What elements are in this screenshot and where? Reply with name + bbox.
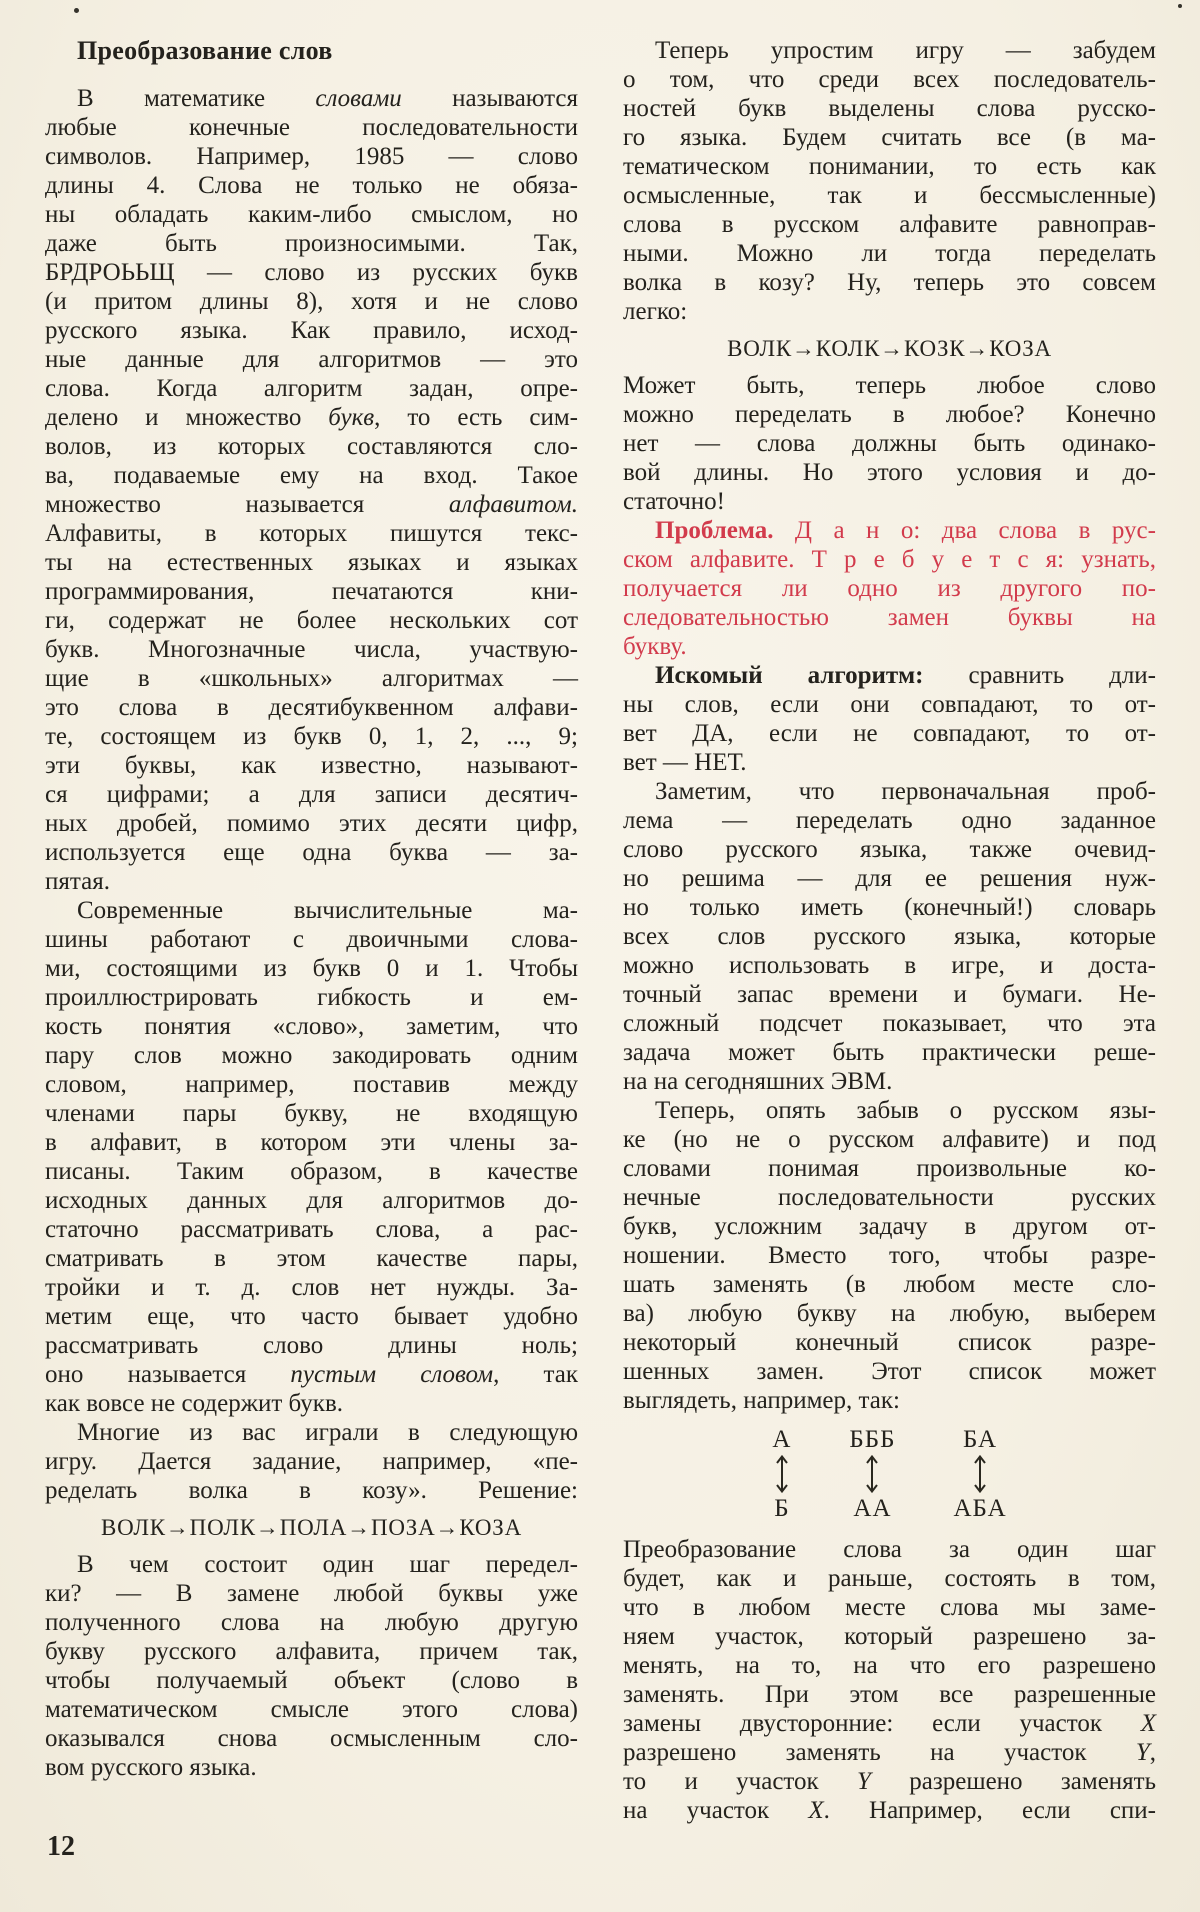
plain-text: ми, состоящими из букв 0 и 1. Чтобы — [45, 955, 578, 982]
text-line — [45, 1302, 578, 1331]
text-line — [623, 371, 1156, 400]
plain-text: даже быть произносимыми. Так, — [45, 230, 578, 257]
text-line — [623, 1680, 1156, 1709]
text-line — [623, 268, 1156, 297]
text-line — [623, 1038, 1156, 1067]
text-line — [623, 400, 1156, 429]
paragraph — [623, 371, 1156, 516]
plain-text: разрешено заменять на участок — [623, 1739, 1136, 1766]
paragraph — [623, 1535, 1156, 1825]
plain-text: оно называется — [45, 1361, 291, 1388]
text-line — [45, 229, 578, 258]
text-line — [45, 84, 578, 113]
text-line — [45, 1041, 578, 1070]
text-line — [45, 316, 578, 345]
text-line — [623, 65, 1156, 94]
plain-text: букв. Многозначные числа, участвую- — [45, 636, 578, 663]
text-line — [623, 1386, 1156, 1415]
text-line — [623, 1009, 1156, 1038]
text-line — [45, 1244, 578, 1273]
text-line — [45, 1753, 578, 1782]
plain-text: в алфавит, в котором эти члены за- — [45, 1129, 578, 1156]
double-arrow-icon — [865, 1455, 879, 1493]
plain-text: то и участок — [623, 1768, 858, 1795]
plain-text: будет, как и раньше, состоять в том, — [623, 1565, 1156, 1592]
section-heading: Преобразование слов — [77, 36, 333, 65]
plain-text: можно переделать в любое? Конечно — [623, 401, 1156, 428]
text-line — [623, 1299, 1156, 1328]
text-line — [623, 1738, 1156, 1767]
text-line — [45, 838, 578, 867]
plain-text: оказывался снова осмысленным сло- — [45, 1725, 578, 1752]
plain-text: слова. Когда алгоритм задан, опре- — [45, 375, 578, 402]
text-line — [45, 200, 578, 229]
text-line — [45, 983, 578, 1012]
text-line — [45, 1273, 578, 1302]
plain-text: ных дробей, помимо этих десяти цифр, — [45, 810, 578, 837]
plain-text: точный запас времени и бумаги. Не- — [623, 981, 1156, 1008]
text-line — [623, 1709, 1156, 1738]
text-line — [45, 1360, 578, 1389]
text-line — [45, 867, 578, 896]
plain-text: ся цифрами; а для записи десятич- — [45, 781, 578, 808]
styled-text-redb: Проблема. — [655, 517, 795, 544]
text-line — [45, 1608, 578, 1637]
plain-text: называются — [401, 85, 578, 112]
text-line — [623, 1096, 1156, 1125]
text-line — [45, 896, 578, 925]
plain-text: статочно рассматривать слова, а рас- — [45, 1216, 578, 1243]
styled-text-b: Искомый алгоритм: — [655, 662, 924, 689]
plain-text: длины 4. Слова не только не обяза- — [45, 172, 578, 199]
plain-text: Алфавиты, в которых пишутся текс- — [45, 520, 578, 547]
text-line — [45, 113, 578, 142]
plain-text: сматривать в этом качестве пары, — [45, 1245, 578, 1272]
plain-text: осмысленные, так и бессмысленные) — [623, 182, 1156, 209]
plain-text: слова в русском алфавите равноправ- — [623, 211, 1156, 238]
plain-text: игру. Дается задание, например, «пе- — [45, 1448, 578, 1475]
plain-text: эти буквы, как известно, называют- — [45, 752, 578, 779]
styled-text-it: Y — [1135, 1739, 1150, 1766]
text-line — [623, 487, 1156, 516]
plain-text: используется еще одна буква — за- — [45, 839, 578, 866]
text-line — [623, 603, 1156, 632]
plain-text: ношении. Вместо того, чтобы разре- — [623, 1242, 1156, 1269]
text-line — [623, 210, 1156, 239]
text-line — [45, 461, 578, 490]
text-line — [623, 806, 1156, 835]
rule-pair — [772, 1425, 791, 1523]
plain-text: шины работают с двоичными слова- — [45, 926, 578, 953]
styled-text-red: ском алфавите. Т р е б у е т с я: узнать, — [623, 546, 1156, 573]
text-line — [45, 171, 578, 200]
plain-text: метим еще, что часто бывает удобно — [45, 1303, 578, 1330]
text-line — [623, 429, 1156, 458]
plain-text: заменять. При этом все разрешенные — [623, 1681, 1156, 1708]
plain-text: Многие из вас играли в следующую — [77, 1419, 578, 1446]
plain-text: ва, подаваемые ему на вход. Такое — [45, 462, 578, 489]
rule-bottom-word: АА — [853, 1495, 892, 1522]
text-line — [45, 577, 578, 606]
plain-text: рассматривать слово длины ноль; — [45, 1332, 578, 1359]
text-line — [623, 152, 1156, 181]
plain-text: нет — слова должны быть одинако- — [623, 430, 1156, 457]
text-line — [623, 545, 1156, 574]
rule-bottom-word: Б — [774, 1495, 790, 1522]
plain-text: няем участок, который разрешено за- — [623, 1623, 1156, 1650]
plain-text: русского языка. Как правило, исход- — [45, 317, 578, 344]
plain-text: Заметим, что первоначальная проб- — [655, 778, 1156, 805]
plain-text: ными. Можно ли тогда переделать — [623, 240, 1156, 267]
rule-top-word: А — [772, 1426, 792, 1453]
plain-text: ностей букв выделены слова русско- — [623, 95, 1156, 122]
text-line — [45, 548, 578, 577]
plain-text: словами понимая произвольные ко- — [623, 1155, 1156, 1182]
print-speck — [74, 8, 79, 13]
text-line — [45, 1215, 578, 1244]
text-line — [623, 1535, 1156, 1564]
text-line — [45, 1418, 578, 1447]
text-line — [623, 297, 1156, 326]
text-line — [45, 693, 578, 722]
plain-text: математическом смысле этого слова) — [45, 1696, 578, 1723]
text-line — [623, 1564, 1156, 1593]
plain-text: что в любом месте слова мы заме- — [623, 1594, 1156, 1621]
text-line — [45, 809, 578, 838]
text-line — [623, 574, 1156, 603]
styled-text-it: букв — [328, 404, 375, 431]
rule-bottom-word: АБА — [953, 1495, 1007, 1522]
text-line — [45, 925, 578, 954]
text-line — [45, 1579, 578, 1608]
plain-text: как вовсе не содержит букв. — [45, 1390, 344, 1417]
plain-text: ределать волка в козу». Решение: — [45, 1477, 578, 1504]
left-column — [45, 36, 578, 1782]
plain-text: сравнить дли- — [923, 662, 1156, 689]
word-chain-formula: ВОЛК→ПОЛК→ПОЛА→ПОЗА→КОЗА — [100, 1515, 523, 1540]
text-line — [623, 1241, 1156, 1270]
plain-text: исходных данных для алгоритмов до- — [45, 1187, 578, 1214]
text-line — [623, 864, 1156, 893]
plain-text: пятая. — [45, 868, 110, 895]
text-line — [623, 777, 1156, 806]
plain-text: задача может быть практически реше- — [623, 1039, 1156, 1066]
plain-text: вет — НЕТ. — [623, 749, 747, 776]
text-line — [45, 1447, 578, 1476]
plain-text: лема — переделать одно заданное — [623, 807, 1156, 834]
plain-text: любые конечные последовательности — [45, 114, 578, 141]
plain-text: ные данные для алгоритмов — это — [45, 346, 578, 373]
plain-text: Преобразование слова за один шаг — [623, 1536, 1156, 1563]
text-line — [45, 1724, 578, 1753]
text-line — [45, 1476, 578, 1505]
plain-text: В чем состоит один шаг передел- — [77, 1551, 578, 1578]
text-line — [45, 954, 578, 983]
right-column — [623, 36, 1156, 1825]
plain-text: ны обладать каким-либо смыслом, но — [45, 201, 578, 228]
text-line — [623, 1622, 1156, 1651]
text-line — [623, 893, 1156, 922]
rule-top-word: БА — [963, 1426, 998, 1453]
text-line — [623, 1154, 1156, 1183]
text-line — [623, 719, 1156, 748]
plain-text: , так — [493, 1361, 578, 1388]
plain-text: словом, например, поставив между — [45, 1071, 578, 1098]
plain-text: ки? — В замене любой буквы уже — [45, 1580, 578, 1607]
text-line — [623, 1328, 1156, 1357]
paragraph — [45, 1550, 578, 1782]
text-line — [623, 1651, 1156, 1680]
styled-text-red: получается ли одно из другого по- — [623, 575, 1156, 602]
text-line — [45, 1331, 578, 1360]
plain-text: ги, содержат не более нескольких сот — [45, 607, 578, 634]
plain-text: тройки и т. д. слов нет нужды. За- — [45, 1274, 578, 1301]
text-line — [623, 661, 1156, 690]
plain-text: вом русского языка. — [45, 1754, 257, 1781]
plain-text: щие в «школьных» алгоритмах — — [45, 665, 578, 692]
styled-text-red: букву. — [623, 633, 687, 660]
plain-text: множество называется — [45, 491, 449, 518]
text-line — [623, 94, 1156, 123]
plain-text: но решима — для ее решения нуж- — [623, 865, 1156, 892]
double-arrow-icon — [865, 1454, 879, 1494]
plain-text: букв, усложним задачу в другом от- — [623, 1213, 1156, 1240]
substitution-rules-diagram — [623, 1425, 1156, 1523]
text-line — [623, 1767, 1156, 1796]
text-line — [45, 1157, 578, 1186]
paragraph — [45, 1418, 578, 1505]
plain-text: Теперь упростим игру — забудем — [655, 37, 1156, 64]
plain-text: волка в козу? Ну, теперь это совсем — [623, 269, 1156, 296]
text-line — [45, 287, 578, 316]
text-line — [45, 1550, 578, 1579]
plain-text: го языка. Будем считать все (в ма- — [623, 124, 1156, 151]
text-line — [45, 1012, 578, 1041]
text-line — [623, 690, 1156, 719]
text-line — [623, 1183, 1156, 1212]
plain-text: о том, что среди всех последователь- — [623, 66, 1156, 93]
text-line — [623, 951, 1156, 980]
plain-text: некоторый конечный список разре- — [623, 1329, 1156, 1356]
text-line — [45, 403, 578, 432]
plain-text: тематическом понимании, то есть как — [623, 153, 1156, 180]
plain-text: можно использовать в игре, и доста- — [623, 952, 1156, 979]
double-arrow-icon — [973, 1455, 987, 1493]
plain-text: программирования, печатаются кни- — [45, 578, 578, 605]
rule-top-word: БББ — [849, 1426, 896, 1453]
plain-text: выглядеть, например, так: — [623, 1387, 900, 1414]
plain-text: проиллюстрировать гибкость и ем- — [45, 984, 578, 1011]
text-line — [623, 239, 1156, 268]
text-line — [45, 1637, 578, 1666]
text-line — [45, 1070, 578, 1099]
text-line — [623, 181, 1156, 210]
text-line — [45, 635, 578, 664]
paragraph — [623, 516, 1156, 661]
text-line — [45, 432, 578, 461]
plain-text: пару слов можно закодировать одним — [45, 1042, 578, 1069]
plain-text: вет ДА, если не совпадают, то от- — [623, 720, 1156, 747]
plain-text: волов, из которых составляются сло- — [45, 433, 578, 460]
plain-text: чтобы получаемый объект (слово в — [45, 1667, 578, 1694]
plain-text: ны слов, если они совпадают, то от- — [623, 691, 1156, 718]
plain-text: слово русского языка, также очевид- — [623, 836, 1156, 863]
plain-text: менять, на то, на что его разрешено — [623, 1652, 1156, 1679]
text-line — [623, 1593, 1156, 1622]
text-line — [45, 345, 578, 374]
plain-text: кость понятия «слово», заметим, что — [45, 1013, 578, 1040]
plain-text: Теперь, опять забыв о русском язы- — [655, 1097, 1156, 1124]
plain-text: статочно! — [623, 488, 726, 515]
text-line — [45, 606, 578, 635]
plain-text: ты на естественных языках и языках — [45, 549, 578, 576]
styled-text-it: X — [808, 1797, 824, 1824]
text-line — [45, 519, 578, 548]
rule-pair — [849, 1425, 895, 1523]
text-line — [45, 751, 578, 780]
text-line — [623, 632, 1156, 661]
plain-text: вой длины. Но этого условия и до- — [623, 459, 1156, 486]
plain-text: ва) любую букву на любую, выберем — [623, 1300, 1156, 1327]
plain-text: нечные последовательности русских — [623, 1184, 1156, 1211]
text-line — [45, 1666, 578, 1695]
text-line — [45, 490, 578, 519]
text-line — [45, 1695, 578, 1724]
plain-text: (и притом длины 8), хотя и не слово — [45, 288, 578, 315]
plain-text: Может быть, теперь любое слово — [623, 372, 1156, 399]
text-line — [623, 1067, 1156, 1096]
styled-text-red: следовательностью замен буквы на — [623, 604, 1156, 631]
text-line — [45, 258, 578, 287]
text-line — [623, 1212, 1156, 1241]
text-line — [623, 980, 1156, 1009]
text-line — [45, 1099, 578, 1128]
double-arrow-icon — [973, 1454, 987, 1494]
plain-text: те, состоящем из букв 0, 1, 2, ..., 9; — [45, 723, 578, 750]
text-line — [623, 922, 1156, 951]
text-line — [45, 142, 578, 171]
plain-text: это слова в десятибуквенном алфави- — [45, 694, 578, 721]
styled-text-it: Y — [857, 1768, 871, 1795]
paragraph — [623, 1096, 1156, 1415]
styled-text-it: X — [1140, 1710, 1156, 1737]
plain-text: легко: — [623, 298, 688, 325]
text-line — [45, 780, 578, 809]
plain-text: на участок — [623, 1797, 809, 1824]
plain-text: разрешено заменять — [870, 1768, 1156, 1795]
plain-text: шенных замен. Этот список может — [623, 1358, 1156, 1385]
paragraph — [623, 36, 1156, 326]
styled-text-it: алфавитом. — [448, 491, 578, 518]
plain-text: полученного слова на любую другую — [45, 1609, 578, 1636]
plain-text: шать заменять (в любом месте сло- — [623, 1271, 1156, 1298]
plain-text: замены двусторонние: если участок — [623, 1710, 1141, 1737]
text-line — [45, 1186, 578, 1215]
plain-text: ке (но не о русском алфавите) и под — [623, 1126, 1156, 1153]
paragraph — [623, 777, 1156, 1096]
text-line — [623, 1270, 1156, 1299]
plain-text: всех слов русского языка, которые — [623, 923, 1156, 950]
plain-text: сложный подсчет показывает, что эта — [623, 1010, 1156, 1037]
plain-text: писаны. Таким образом, в качестве — [45, 1158, 578, 1185]
text-line — [623, 748, 1156, 777]
page-number: 12 — [47, 1831, 75, 1862]
plain-text: БРДРОЬЬЩ — слово из русских букв — [45, 259, 578, 286]
double-arrow-icon — [775, 1454, 789, 1494]
rule-pair — [954, 1425, 1007, 1523]
double-arrow-icon — [775, 1455, 789, 1493]
styled-text-it: пустым словом — [290, 1361, 494, 1388]
text-line — [45, 1128, 578, 1157]
text-line — [45, 722, 578, 751]
text-line — [623, 835, 1156, 864]
styled-text-red: Д а н о: два слова в рус- — [794, 517, 1156, 544]
text-line — [623, 36, 1156, 65]
paragraph — [45, 84, 578, 896]
text-line — [45, 374, 578, 403]
text-line — [45, 1389, 578, 1418]
paragraph — [623, 661, 1156, 777]
plain-text: букву русского алфавита, причем так, — [45, 1638, 578, 1665]
styled-text-it: словами — [315, 85, 402, 112]
plain-text: Современные вычислительные ма- — [77, 897, 578, 924]
text-line — [623, 123, 1156, 152]
paragraph — [45, 896, 578, 1418]
plain-text: В математике — [77, 85, 316, 112]
plain-text: символов. Например, 1985 — слово — [45, 143, 578, 170]
plain-text: членами пары букву, не входящую — [45, 1100, 578, 1127]
text-line — [623, 1796, 1156, 1825]
plain-text: на на сегодняшних ЭВМ. — [623, 1068, 893, 1095]
text-line — [623, 458, 1156, 487]
text-line — [623, 1125, 1156, 1154]
text-line — [623, 1357, 1156, 1386]
text-line — [45, 664, 578, 693]
plain-text: , то есть сим- — [374, 404, 578, 431]
plain-text: . Например, если спи- — [823, 1797, 1157, 1824]
text-line — [623, 516, 1156, 545]
plain-text: , — [1149, 1739, 1156, 1766]
word-chain-formula: ВОЛК→КОЛК→КОЗК→КОЗА — [727, 336, 1052, 361]
plain-text: но только иметь (конечный!) словарь — [623, 894, 1156, 921]
plain-text: делено и множество — [45, 404, 329, 431]
print-speck — [1178, 4, 1182, 8]
